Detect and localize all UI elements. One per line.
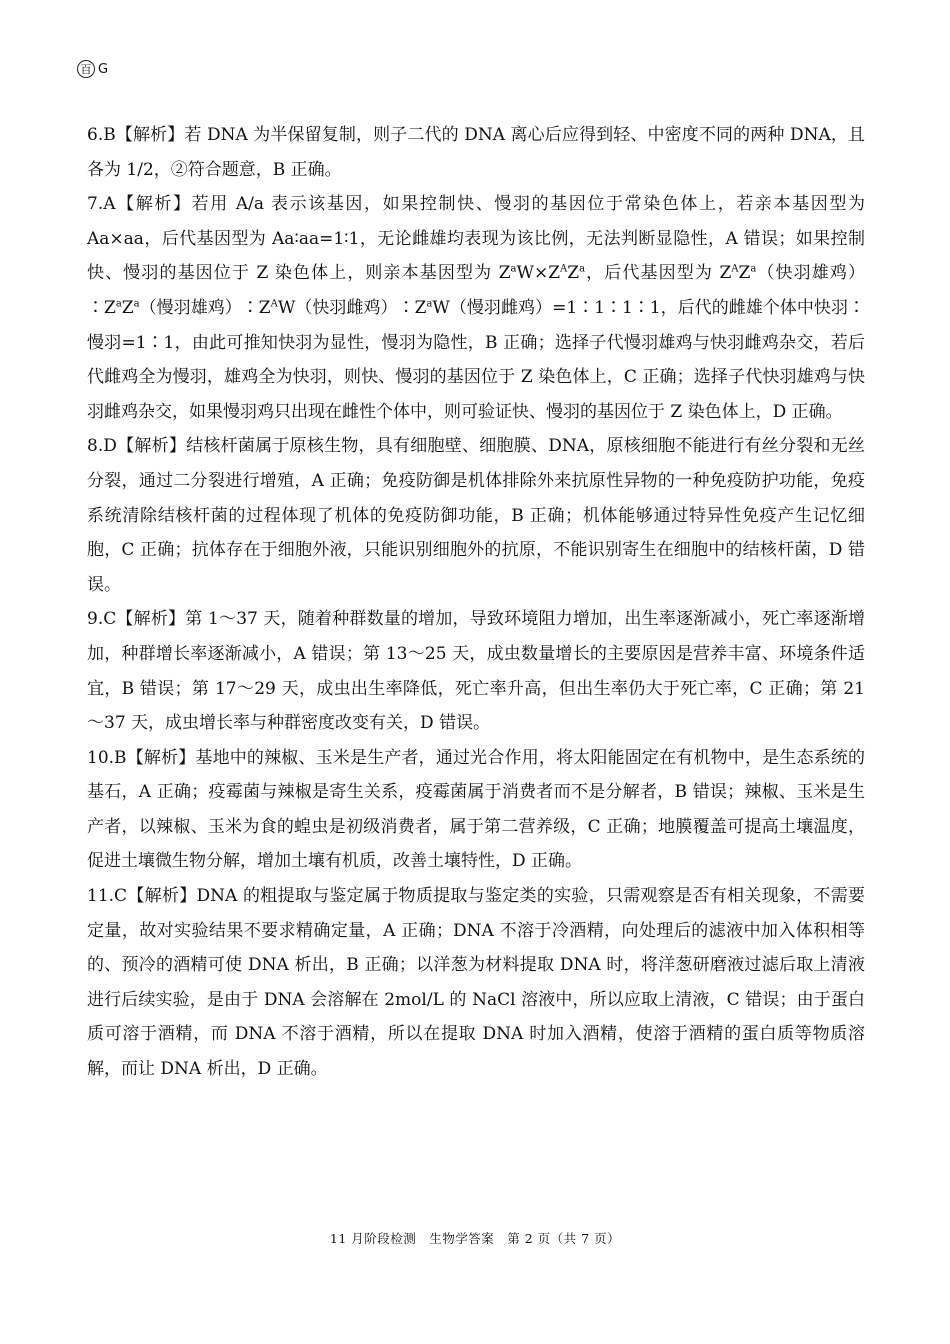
question-label: 8.D xyxy=(87,436,117,457)
allele-superscript: A xyxy=(560,263,568,275)
allele-superscript: a xyxy=(115,298,122,310)
question-7 xyxy=(87,187,865,429)
analysis-tag: 【解析】 xyxy=(115,125,185,145)
question-9 xyxy=(87,602,865,740)
question-text: 若用 A/a 表示该基因，如果控制快、慢羽的基因位于常染色体上，若亲本基因型为 Aa×aa，后代基因型为 Aa∶aa=1∶1，无论雌雄均表现为该比例，无法判断显隐性，A 错误；如果控制快、慢羽的基因位于 Z 染色体上，则亲本基因型为 Z xyxy=(87,194,866,284)
allele-superscript: a xyxy=(579,263,586,275)
allele-superscript: A xyxy=(270,298,278,310)
analysis-tag: 【解析】 xyxy=(127,886,197,907)
question-text: （快羽雄鸡）∶Z xyxy=(87,263,865,318)
question-8 xyxy=(87,429,865,602)
question-label: 10.B xyxy=(87,747,127,768)
logo xyxy=(77,58,108,80)
logo-seal: 百 xyxy=(77,60,95,78)
question-label: 11.C xyxy=(87,886,128,907)
question-text: DNA 的粗提取与鉴定属于物质提取与鉴定类的实验，只需观察是否有相关现象，不需要定量，故对实验结果不要求精确定量，A 正确；DNA 不溶于冷酒精，向处理后的滤液中加入体积相等的、预冷的酒精可使 DNA 析出，B 正确；以洋葱为材料提取 DNA 时，将洋葱研磨液过滤后取上清液进行后续实验，是由于 DNA 会溶解在 2mol/L 的 NaCl 溶液中，所以应取上清液，C 错误；由于蛋白质可溶于酒精，而 DNA 不溶于酒精，所以在提取 DNA 时加入酒精，使溶于酒精的蛋白质等物质溶解，而让 DNA 析出，D 正确。 xyxy=(87,886,865,1080)
logo-letter: G xyxy=(98,61,109,77)
question-label: 6.B xyxy=(87,125,116,145)
analysis-tag: 【解析】 xyxy=(115,194,192,215)
question-text: 结核杆菌属于原核生物，具有细胞壁、细胞膜、DNA，原核细胞不能进行有丝分裂和无丝分裂，通过二分裂进行增殖，A 正确；免疫防御是机体排除外来抗原性异物的一种免疫防护功能，免疫系统清除结核杆菌的过程体现了机体的免疫防御功能，B 正确；机体能够通过特异性免疫产生记忆细胞，C 正确；抗体存在于细胞外液，只能识别细胞外的抗原，不能识别寄生在细胞中的结核杆菌，D 错误。 xyxy=(87,436,865,595)
question-10 xyxy=(87,741,865,879)
question-text: W（快羽雌鸡）∶Z xyxy=(277,297,427,318)
allele-superscript: a xyxy=(133,298,140,310)
question-text: 若 DNA 为半保留复制，则子二代的 DNA 离心后应得到轻、中密度不同的两种 DNA，且各为 1/2，②符合题意，B 正确。 xyxy=(87,125,865,180)
question-text: Z xyxy=(567,263,580,284)
question-text: 第 1～37 天，随着种群数量的增加，导致环境阻力增加，出生率逐渐减小，死亡率逐渐增加，种群增长率逐渐减小，A 错误；第 13～25 天，成虫数量增长的主要原因是营养丰富、环境条件适宜，B 错误；第 17～29 天，成虫出生率降低，死亡率升高，但出生率仍大于死亡率，C 正确；第 21～37 天，成虫增长率与种群密度改变有关，D 错误。 xyxy=(87,609,865,734)
allele-superscript: a xyxy=(426,298,433,310)
allele-superscript: a xyxy=(750,263,757,275)
question-text: W（慢羽雌鸡）=1∶1∶1∶1，后代的雌雄个体中快羽∶慢羽=1∶1，由此可推知快羽为显性，慢羽为隐性，B 正确；选择子代慢羽雄鸡与快羽雌鸡杂交，若后代雌鸡全为慢羽，雄鸡全为快羽，则快、慢羽的基因位于 Z 染色体上，C 正确；选择子代快羽雄鸡与快羽雌鸡杂交，如果慢羽鸡只出现在雌性个体中，则可验证快、慢羽的基因位于 Z 染色体上，D 正确。 xyxy=(87,297,865,422)
question-text: ，后代基因型为 Z xyxy=(585,263,732,284)
question-text: （慢羽雄鸡）∶Z xyxy=(139,297,271,318)
allele-superscript: A xyxy=(731,263,739,275)
question-text: Z xyxy=(738,263,751,284)
page-footer: 11 月阶段检测 生物学答案 第 2 页（共 7 页） xyxy=(329,1231,621,1246)
question-text: 基地中的辣椒、玉米是生产者，通过光合作用，将太阳能固定在有机物中，是生态系统的基石，A 正确；疫霉菌与辣椒是寄生关系，疫霉菌属于消费者而不是分解者，B 错误；辣椒、玉米是生产者，以辣椒、玉米为食的蝗虫是初级消费者，属于第二营养级，C 正确；地膜覆盖可提高土壤温度，促进土壤微生物分解，增加土壤有机质，改善土壤特性，D 正确。 xyxy=(87,747,866,872)
analysis-tag: 【解析】 xyxy=(126,747,196,768)
analysis-tag: 【解析】 xyxy=(116,436,187,457)
answer-content xyxy=(87,118,865,1087)
question-label: 9.C xyxy=(87,609,117,630)
question-text: W×Z xyxy=(516,263,561,284)
question-6 xyxy=(87,118,865,187)
question-11 xyxy=(87,879,865,1087)
allele-superscript: a xyxy=(510,263,517,275)
question-label: 7.A xyxy=(87,194,116,215)
analysis-tag: 【解析】 xyxy=(116,609,186,630)
question-text: Z xyxy=(121,297,134,318)
